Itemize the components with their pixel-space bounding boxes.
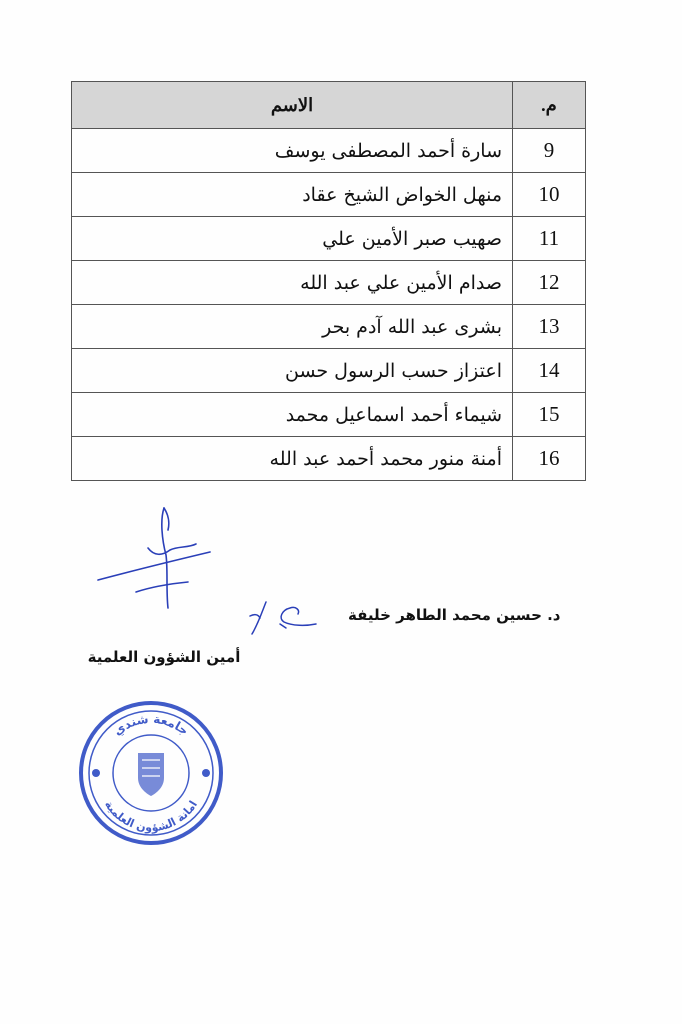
row-name: شيماء أحمد اسماعيل محمد (72, 393, 513, 437)
svg-text:امانة الشؤون العلمية (102, 798, 200, 834)
table-row (72, 437, 586, 481)
row-number: 12 (513, 261, 586, 305)
row-number: 14 (513, 349, 586, 393)
table-header-row (72, 82, 586, 129)
row-name: صهيب صبر الأمين علي (72, 217, 513, 261)
row-name: صدام الأمين علي عبد الله (72, 261, 513, 305)
table-row (72, 305, 586, 349)
table-row (72, 129, 586, 173)
table-row (72, 173, 586, 217)
row-number: 10 (513, 173, 586, 217)
table-row (72, 217, 586, 261)
seal-bottom-text: امانة الشؤون العلمية (102, 798, 200, 835)
row-number: 11 (513, 217, 586, 261)
names-table (71, 81, 586, 481)
svg-text:جامعة شندي (111, 712, 192, 738)
row-number: 15 (513, 393, 586, 437)
row-number: 13 (513, 305, 586, 349)
signer-name: د. حسين محمد الطاهر خليفة (348, 606, 561, 624)
row-name: اعتزاز حسب الرسول حسن (72, 349, 513, 393)
row-name: منهل الخواض الشيخ عقاد (72, 173, 513, 217)
row-name: سارة أحمد المصطفى يوسف (72, 129, 513, 173)
table-row (72, 393, 586, 437)
row-number: 9 (513, 129, 586, 173)
handwritten-signature (88, 500, 218, 610)
table-row (72, 261, 586, 305)
table-row (72, 349, 586, 393)
header-name: الاسم (72, 82, 513, 129)
seal-top-text: جامعة شندي (110, 711, 192, 739)
header-number: م. (513, 82, 586, 129)
official-seal (76, 698, 226, 848)
handwritten-initials (236, 594, 320, 638)
row-number: 16 (513, 437, 586, 481)
row-name: أمنة منور محمد أحمد عبد الله (72, 437, 513, 481)
signer-title: أمين الشؤون العلمية (87, 648, 241, 666)
row-name: بشرى عبد الله آدم بحر (72, 305, 513, 349)
